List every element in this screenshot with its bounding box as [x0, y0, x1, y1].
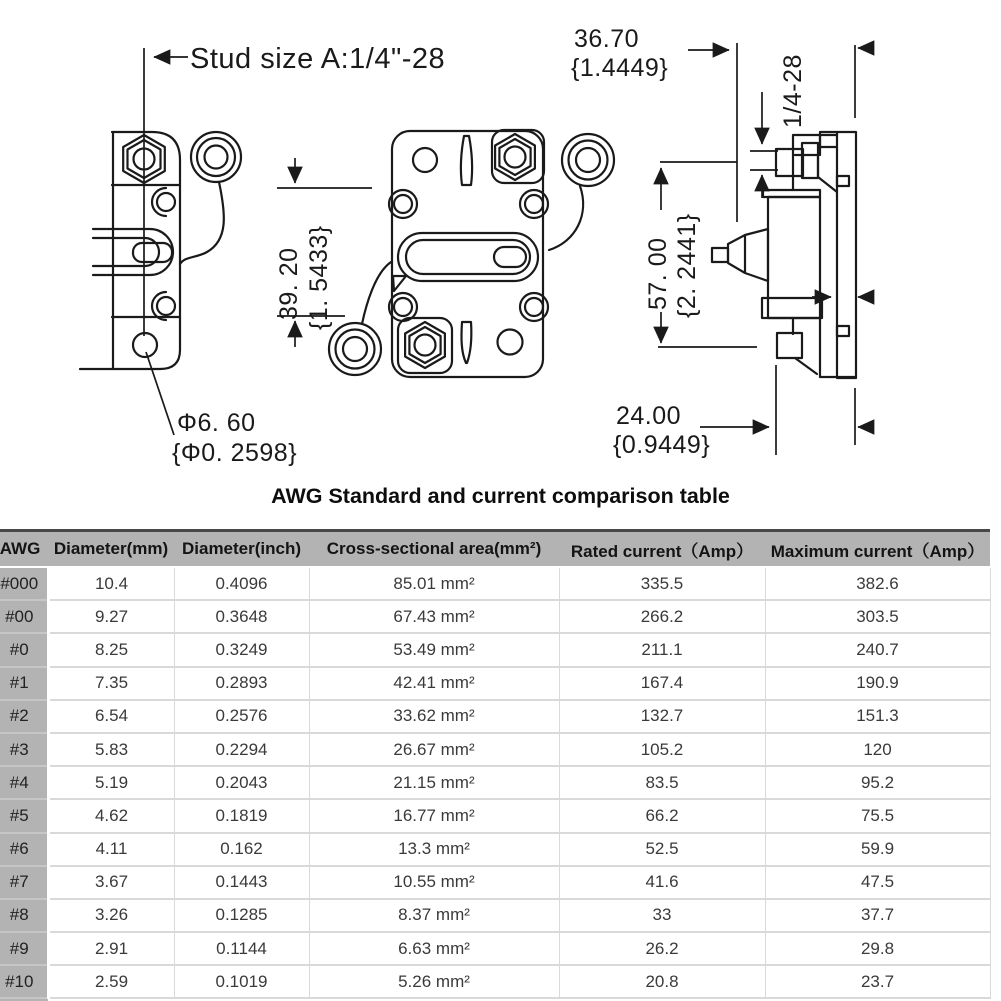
max-current-cell: 59.9 — [765, 833, 990, 866]
diameter-mm-cell: 10.4 — [48, 567, 174, 600]
area-cell: 21.15 mm² — [309, 766, 559, 799]
table-row — [0, 766, 990, 799]
table-row — [0, 866, 990, 899]
table-row — [0, 799, 990, 832]
diameter-mm-cell: 2.59 — [48, 965, 174, 998]
awg-gauge-cell: #8 — [0, 899, 48, 932]
awg-gauge-cell: #4 — [0, 766, 48, 799]
rated-current-cell: 41.6 — [559, 866, 765, 899]
max-current-cell: 75.5 — [765, 799, 990, 832]
mounting-hole — [133, 333, 157, 357]
table-row — [0, 965, 990, 998]
table-row — [0, 932, 990, 965]
area-cell: 53.49 mm² — [309, 633, 559, 666]
diameter-inch-cell: 0.3648 — [174, 600, 309, 633]
diameter-mm-cell: 3.67 — [48, 866, 174, 899]
area-cell: 42.41 mm² — [309, 667, 559, 700]
tether-cap — [191, 132, 241, 182]
awg-table-body — [0, 567, 990, 1001]
table-row — [0, 833, 990, 866]
hex-nut — [495, 134, 535, 180]
tether-cap — [329, 323, 381, 375]
awg-gauge-cell: #5 — [0, 799, 48, 832]
awg-gauge-cell: #9 — [0, 932, 48, 965]
hole-dia-dim-inch: {Φ0. 2598} — [172, 439, 298, 467]
rated-current-cell: 52.5 — [559, 833, 765, 866]
toggle-lever — [461, 322, 471, 363]
rated-current-cell: 266.2 — [559, 600, 765, 633]
diameter-inch-cell: 0.1285 — [174, 899, 309, 932]
depth-dim-inch: {0.9449} — [613, 431, 711, 459]
rated-current-cell: 105.2 — [559, 733, 765, 766]
max-current-cell: 37.7 — [765, 899, 990, 932]
toggle-lever — [461, 136, 472, 185]
area-cell: 85.01 mm² — [309, 567, 559, 600]
rated-current-cell: 167.4 — [559, 667, 765, 700]
diameter-mm-cell: 4.11 — [48, 833, 174, 866]
diameter-mm-cell: 5.83 — [48, 733, 174, 766]
awg-gauge-cell: #3 — [0, 733, 48, 766]
left-side-view — [80, 132, 241, 369]
table-header-row — [0, 531, 990, 568]
hole-spacing-dim-inch: {1. 5433} — [305, 225, 333, 330]
col-header-diameter-mm: Diameter(mm) — [48, 531, 174, 568]
awg-gauge-cell: #7 — [0, 866, 48, 899]
max-current-cell: 382.6 — [765, 567, 990, 600]
breaker-body — [768, 197, 820, 318]
awg-gauge-cell: #000 — [0, 567, 48, 600]
screw-boss — [525, 298, 543, 316]
max-current-cell: 190.9 — [765, 667, 990, 700]
front-view — [329, 130, 614, 377]
diameter-inch-cell: 0.1144 — [174, 932, 309, 965]
area-cell: 16.77 mm² — [309, 799, 559, 832]
table-row — [0, 899, 990, 932]
rated-current-cell: 66.2 — [559, 799, 765, 832]
diameter-mm-cell: 8.25 — [48, 633, 174, 666]
awg-table — [0, 529, 991, 1001]
awg-gauge-cell: #00 — [0, 600, 48, 633]
table-row — [0, 667, 990, 700]
dimension-labels — [172, 25, 807, 467]
rated-current-cell: 26.2 — [559, 932, 765, 965]
diameter-inch-cell: 0.162 — [174, 833, 309, 866]
diameter-mm-cell: 6.54 — [48, 700, 174, 733]
depth-dim-mm: 24.00 — [616, 402, 682, 430]
awg-gauge-cell: #2 — [0, 700, 48, 733]
rated-current-cell: 211.1 — [559, 633, 765, 666]
table-row — [0, 633, 990, 666]
side-profile-view — [712, 132, 856, 378]
max-current-cell: 303.5 — [765, 600, 990, 633]
tether-cable — [180, 182, 224, 264]
tether-cable — [362, 262, 391, 324]
diameter-inch-cell: 0.2043 — [174, 766, 309, 799]
screw-boss — [525, 195, 543, 213]
diameter-inch-cell: 0.2294 — [174, 733, 309, 766]
mounting-hole — [498, 330, 523, 355]
diameter-inch-cell: 0.1019 — [174, 965, 309, 998]
col-header-diameter-inch: Diameter(inch) — [174, 531, 309, 568]
max-current-cell: 151.3 — [765, 700, 990, 733]
stud-bolt — [776, 149, 803, 176]
max-current-cell: 29.8 — [765, 932, 990, 965]
max-current-cell: 120 — [765, 733, 990, 766]
area-cell: 33.62 mm² — [309, 700, 559, 733]
area-cell: 26.67 mm² — [309, 733, 559, 766]
triangle-marker — [393, 276, 406, 291]
dimension-lines — [144, 43, 873, 455]
awg-gauge-cell: #1 — [0, 667, 48, 700]
diameter-inch-cell: 0.1819 — [174, 799, 309, 832]
diameter-mm-cell: 2.91 — [48, 932, 174, 965]
table-row — [0, 700, 990, 733]
rated-current-cell: 132.7 — [559, 700, 765, 733]
diameter-mm-cell: 5.19 — [48, 766, 174, 799]
awg-gauge-cell: #6 — [0, 833, 48, 866]
mounting-flange — [837, 132, 856, 378]
awg-gauge-cell: #0 — [0, 633, 48, 666]
screw-boss — [394, 195, 412, 213]
table-row — [0, 567, 990, 600]
table-row — [0, 733, 990, 766]
area-cell: 13.3 mm² — [309, 833, 559, 866]
diameter-inch-cell: 0.2576 — [174, 700, 309, 733]
area-cell: 8.37 mm² — [309, 899, 559, 932]
rated-current-cell: 20.8 — [559, 965, 765, 998]
area-cell: 10.55 mm² — [309, 866, 559, 899]
table-row — [0, 600, 990, 633]
awg-gauge-cell: #10 — [0, 965, 48, 998]
area-cell: 6.63 mm² — [309, 932, 559, 965]
technical-drawing — [0, 0, 1001, 480]
max-current-cell: 240.7 — [765, 633, 990, 666]
diameter-mm-cell: 7.35 — [48, 667, 174, 700]
area-cell: 5.26 mm² — [309, 965, 559, 998]
height-dim-inch: {2. 2441} — [673, 213, 701, 318]
diameter-inch-cell: 0.3249 — [174, 633, 309, 666]
tether-cap — [562, 134, 614, 186]
table-title: AWG Standard and current comparison table — [271, 484, 730, 508]
height-dim-mm: 57. 00 — [644, 237, 672, 310]
hex-nut — [405, 322, 445, 368]
mounting-hole — [413, 148, 437, 172]
thread-label: 1/4-28 — [779, 54, 807, 128]
stud-size-note: Stud size A:1/4"-28 — [190, 43, 446, 75]
col-header-awg: AWG — [0, 531, 48, 568]
max-current-cell: 95.2 — [765, 766, 990, 799]
col-header-max-current: Maximum current（Amp） — [765, 531, 990, 568]
reset-button — [712, 248, 728, 262]
diameter-mm-cell: 4.62 — [48, 799, 174, 832]
screw-boss — [394, 298, 412, 316]
screw-boss — [157, 193, 175, 211]
diameter-inch-cell: 0.4096 — [174, 567, 309, 600]
diameter-mm-cell: 9.27 — [48, 600, 174, 633]
diameter-mm-cell: 3.26 — [48, 899, 174, 932]
max-current-cell: 23.7 — [765, 965, 990, 998]
tether-cable — [549, 186, 583, 250]
width-dim-mm: 36.70 — [574, 25, 640, 53]
width-dim-inch: {1.4449} — [571, 54, 669, 82]
col-header-rated-current: Rated current（Amp） — [559, 531, 765, 568]
hole-dia-dim-mm: Φ6. 60 — [177, 409, 256, 437]
max-current-cell: 47.5 — [765, 866, 990, 899]
screw-boss — [157, 297, 175, 315]
rated-current-cell: 33 — [559, 899, 765, 932]
col-header-area: Cross-sectional area(mm²) — [309, 531, 559, 568]
area-cell: 67.43 mm² — [309, 600, 559, 633]
diameter-inch-cell: 0.1443 — [174, 866, 309, 899]
rated-current-cell: 335.5 — [559, 567, 765, 600]
diameter-inch-cell: 0.2893 — [174, 667, 309, 700]
rated-current-cell: 83.5 — [559, 766, 765, 799]
hole-spacing-dim-mm: 39. 20 — [275, 247, 303, 320]
